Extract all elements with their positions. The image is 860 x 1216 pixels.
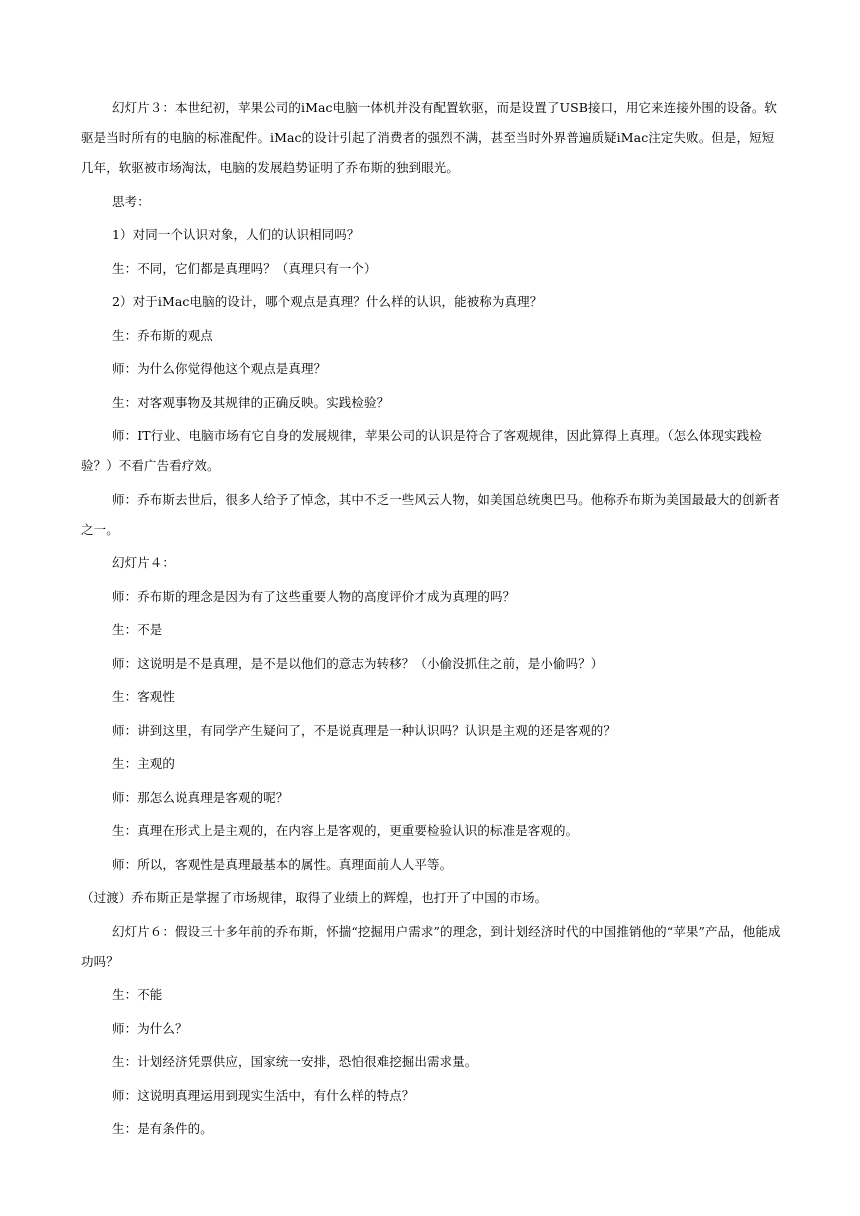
- paragraph: 生：乔布斯的观点: [112, 327, 213, 343]
- paragraph: 师：乔布斯的理念是因为有了这些重要人物的高度评价才成为真理的吗？: [112, 588, 516, 604]
- paragraph: 师：为什么？: [112, 1020, 188, 1036]
- paragraph: 师：乔布斯去世后，很多人给予了悼念，其中不乏一些风云人物，如美国总统奥巴马。他称乔布斯为美国最最大的创新者之一。: [81, 491, 780, 537]
- paragraph: 生：不同，它们都是真理吗？（真理只有一个）: [112, 260, 377, 276]
- paragraph: 生：主观的: [112, 756, 176, 771]
- paragraph-slide6: 幻灯片６：假设三十多年前的乔布斯，怀揣“挖掘用户需求”的理念，到计划经济时代的中国推销他的“苹果”产品，他能成功吗？: [81, 923, 781, 969]
- paragraph: 师：所以，客观性是真理最基本的属性。真理面前人人平等。: [112, 856, 453, 872]
- paragraph: 师：那怎么说真理是客观的呢？: [112, 789, 289, 805]
- paragraph: 师：IT行业、电脑市场有它自身的发展规律，苹果公司的认识是符合了客观规律，因此算得上真理。（怎么体现实践检验？）不看广告看疗效。: [81, 428, 762, 473]
- paragraph-question-2: 2）对于iMac电脑的设计，哪个观点是真理？什么样的认识，能被称为真理？: [112, 294, 543, 309]
- paragraph: 生：不能: [112, 987, 163, 1002]
- paragraph-think: 思考：: [112, 193, 150, 209]
- paragraph-slide4: 幻灯片４：: [112, 555, 176, 570]
- paragraph: 生：真理在形式上是主观的，在内容上是客观的，更重要检验认识的标准是客观的。: [112, 823, 579, 838]
- paragraph: 生：对客观事物及其规律的正确反映。实践检验？: [112, 394, 390, 410]
- document-body: [81, 93, 781, 1148]
- paragraph-question-1: 1）对同一个认识对象，人们的认识相同吗？: [112, 227, 360, 242]
- paragraph-transition: （过渡）乔布斯正是掌握了市场规律，取得了业绩上的辉煌，也打开了中国的市场。: [81, 890, 548, 905]
- paragraph: 生：计划经济凭票供应，国家统一安排，恐怕很难挖掘出需求量。: [112, 1054, 478, 1069]
- paragraph: 生：是有条件的。: [112, 1121, 213, 1136]
- paragraph: 师：为什么你觉得他这个观点是真理？: [112, 361, 327, 376]
- paragraph: 师：这说明是不是真理，是不是以他们的意志为转移？（小偷没抓住之前，是小偷吗？）: [112, 655, 604, 671]
- paragraph: 生：客观性: [112, 689, 176, 704]
- paragraph-slide3: 幻灯片３：本世纪初，苹果公司的iMac电脑一体机并没有配置软驱，而是设置了USB接口，用它来连接外围的设备。软驱是当时所有的电脑的标准配件。iMac的设计引起了消费者的强烈不满，甚至当时外界普遍质疑iMac注定失败。但是，短短几年，软驱被市场淘汰，电脑的发展趋势证明了乔布斯的独到眼光。: [81, 100, 778, 175]
- paragraph: 师：这说明真理运用到现实生活中，有什么样的特点？: [112, 1087, 415, 1103]
- paragraph: 师：讲到这里，有同学产生疑问了，不是说真理是一种认识吗？认识是主观的还是客观的？: [112, 722, 617, 738]
- paragraph: 生：不是: [112, 622, 163, 637]
